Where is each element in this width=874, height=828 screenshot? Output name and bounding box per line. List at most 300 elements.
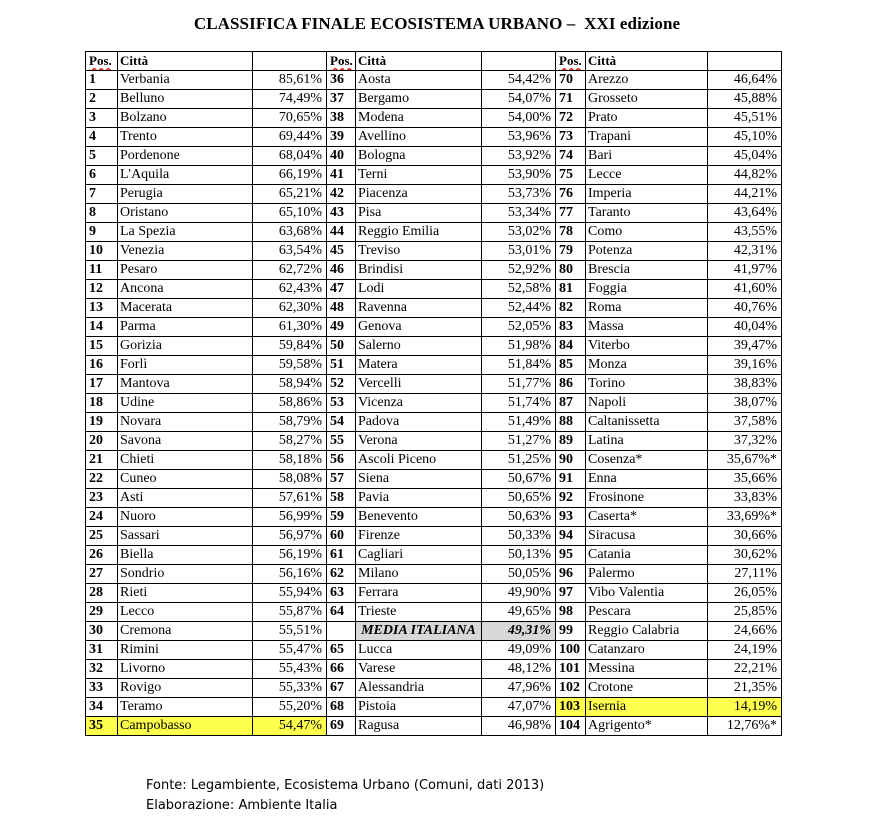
table-row [86, 546, 782, 565]
city-header: Città [586, 52, 708, 71]
city-name: Catanzaro [586, 641, 708, 660]
city-name: Macerata [118, 299, 253, 318]
score-value: 49,65% [482, 603, 556, 622]
rank-position: 51 [327, 356, 356, 375]
city-name: Enna [586, 470, 708, 489]
table-row [86, 185, 782, 204]
city-name: Rovigo [118, 679, 253, 698]
rank-position: 16 [86, 356, 118, 375]
score-value: 24,19% [708, 641, 782, 660]
score-value: 66,19% [253, 166, 327, 185]
rank-position: 14 [86, 318, 118, 337]
city-name: Alessandria [356, 679, 482, 698]
table-row [86, 660, 782, 679]
city-name: Palermo [586, 565, 708, 584]
table-row [86, 717, 782, 736]
city-name: Bolzano [118, 109, 253, 128]
rank-position: 52 [327, 375, 356, 394]
score-value: 65,21% [253, 185, 327, 204]
score-value: 12,76%* [708, 717, 782, 736]
score-value: 39,47% [708, 337, 782, 356]
rank-position: 23 [86, 489, 118, 508]
city-name: Potenza [586, 242, 708, 261]
score-value: 30,66% [708, 527, 782, 546]
score-value: 65,10% [253, 204, 327, 223]
city-name: Vercelli [356, 375, 482, 394]
rank-position: 57 [327, 470, 356, 489]
table-row [86, 128, 782, 147]
rank-position: 64 [327, 603, 356, 622]
city-name: Trapani [586, 128, 708, 147]
rank-position: 96 [556, 565, 586, 584]
score-value: 54,47% [253, 717, 327, 736]
city-name: Verona [356, 432, 482, 451]
rank-position: 63 [327, 584, 356, 603]
rank-position: 43 [327, 204, 356, 223]
score-value: 52,05% [482, 318, 556, 337]
table-row [86, 432, 782, 451]
city-name: Como [586, 223, 708, 242]
score-value: 55,94% [253, 584, 327, 603]
rank-position: 30 [86, 622, 118, 641]
rank-position: 101 [556, 660, 586, 679]
score-value: 58,08% [253, 470, 327, 489]
table-row [86, 242, 782, 261]
city-name: Vicenza [356, 394, 482, 413]
table-row [86, 679, 782, 698]
score-value: 37,58% [708, 413, 782, 432]
score-value: 51,74% [482, 394, 556, 413]
city-name: Novara [118, 413, 253, 432]
city-name: Matera [356, 356, 482, 375]
rank-position: 35 [86, 717, 118, 736]
score-value: 33,69%* [708, 508, 782, 527]
city-name: Ferrara [356, 584, 482, 603]
pos-header [86, 52, 118, 71]
city-name: Firenze [356, 527, 482, 546]
city-name: Arezzo [586, 71, 708, 90]
city-name: Mantova [118, 375, 253, 394]
score-value: 59,58% [253, 356, 327, 375]
table-row [86, 375, 782, 394]
rank-position: 94 [556, 527, 586, 546]
rank-position: 76 [556, 185, 586, 204]
score-value: 50,65% [482, 489, 556, 508]
rank-position: 9 [86, 223, 118, 242]
score-value: 45,10% [708, 128, 782, 147]
table-row [86, 166, 782, 185]
city-name: Padova [356, 413, 482, 432]
rank-position: 92 [556, 489, 586, 508]
city-name: Salerno [356, 337, 482, 356]
rank-position: 99 [556, 622, 586, 641]
score-value: 21,35% [708, 679, 782, 698]
value-header [708, 52, 782, 71]
rank-position: 84 [556, 337, 586, 356]
city-name: Pavia [356, 489, 482, 508]
rank-position: 20 [86, 432, 118, 451]
city-name: Trento [118, 128, 253, 147]
score-value: 53,01% [482, 242, 556, 261]
city-name: Pesaro [118, 261, 253, 280]
score-value: 44,82% [708, 166, 782, 185]
score-value: 35,67%* [708, 451, 782, 470]
score-value: 53,90% [482, 166, 556, 185]
score-value: 47,07% [482, 698, 556, 717]
score-value: 38,83% [708, 375, 782, 394]
city-name: Imperia [586, 185, 708, 204]
city-name: Vibo Valentia [586, 584, 708, 603]
table-row [86, 71, 782, 90]
score-value: 49,09% [482, 641, 556, 660]
rank-position: 79 [556, 242, 586, 261]
score-value: 74,49% [253, 90, 327, 109]
city-name: Torino [586, 375, 708, 394]
rank-position: 72 [556, 109, 586, 128]
score-value: 42,31% [708, 242, 782, 261]
table-row [86, 337, 782, 356]
rank-position: 85 [556, 356, 586, 375]
pos-header-label: Pos. [559, 53, 582, 68]
rank-position: 6 [86, 166, 118, 185]
elaboration-note: Elaborazione: Ambiente Italia [146, 798, 338, 813]
rank-position: 103 [556, 698, 586, 717]
rank-position: 102 [556, 679, 586, 698]
city-name: Isernia [586, 698, 708, 717]
city-name: Forlì [118, 356, 253, 375]
score-value: 58,94% [253, 375, 327, 394]
city-name: Ancona [118, 280, 253, 299]
rank-position: 56 [327, 451, 356, 470]
score-value: 40,04% [708, 318, 782, 337]
city-name: Udine [118, 394, 253, 413]
city-name: Chieti [118, 451, 253, 470]
header-row [86, 52, 782, 71]
score-value: 50,05% [482, 565, 556, 584]
rank-position: 2 [86, 90, 118, 109]
score-value: 62,30% [253, 299, 327, 318]
pos-header-label: Pos. [330, 53, 353, 68]
city-name: Brescia [586, 261, 708, 280]
page-title: CLASSIFICA FINALE ECOSISTEMA URBANO – XXI edizione [193, 14, 681, 33]
city-name: Milano [356, 565, 482, 584]
city-name: Sondrio [118, 565, 253, 584]
pos-header [327, 52, 356, 71]
score-value: 63,68% [253, 223, 327, 242]
city-name: Savona [118, 432, 253, 451]
city-name: Napoli [586, 394, 708, 413]
source-note: Fonte: Legambiente, Ecosistema Urbano (Comuni, dati 2013) [146, 778, 545, 793]
city-name: Biella [118, 546, 253, 565]
score-value: 49,90% [482, 584, 556, 603]
city-name: Bologna [356, 147, 482, 166]
score-value: 61,30% [253, 318, 327, 337]
table-row [86, 584, 782, 603]
score-value: 50,33% [482, 527, 556, 546]
score-value: 14,19% [708, 698, 782, 717]
score-value: 53,92% [482, 147, 556, 166]
city-name: Rieti [118, 584, 253, 603]
city-name: Aosta [356, 71, 482, 90]
rank-position: 19 [86, 413, 118, 432]
score-value: 56,99% [253, 508, 327, 527]
rank-position: 55 [327, 432, 356, 451]
media-empty [327, 622, 356, 641]
score-value: 44,21% [708, 185, 782, 204]
rank-position: 7 [86, 185, 118, 204]
table-row [86, 603, 782, 622]
score-value: 52,92% [482, 261, 556, 280]
table-row [86, 261, 782, 280]
score-value: 50,13% [482, 546, 556, 565]
city-name: Bari [586, 147, 708, 166]
score-value: 54,42% [482, 71, 556, 90]
city-name: Messina [586, 660, 708, 679]
score-value: 51,98% [482, 337, 556, 356]
city-name: Perugia [118, 185, 253, 204]
city-name: Ragusa [356, 717, 482, 736]
score-value: 35,66% [708, 470, 782, 489]
score-value: 52,58% [482, 280, 556, 299]
city-name: Caserta* [586, 508, 708, 527]
rank-position: 12 [86, 280, 118, 299]
city-name: Cosenza* [586, 451, 708, 470]
value-header [482, 52, 556, 71]
score-value: 62,43% [253, 280, 327, 299]
score-value: 55,33% [253, 679, 327, 698]
score-value: 63,54% [253, 242, 327, 261]
score-value: 40,76% [708, 299, 782, 318]
city-name: Latina [586, 432, 708, 451]
rank-position: 62 [327, 565, 356, 584]
city-name: Piacenza [356, 185, 482, 204]
score-value: 48,12% [482, 660, 556, 679]
city-name: Nuoro [118, 508, 253, 527]
rank-position: 74 [556, 147, 586, 166]
score-value: 68,04% [253, 147, 327, 166]
city-name: Ascoli Piceno [356, 451, 482, 470]
rank-position: 88 [556, 413, 586, 432]
rank-position: 87 [556, 394, 586, 413]
rank-position: 66 [327, 660, 356, 679]
rank-position: 15 [86, 337, 118, 356]
score-value: 43,64% [708, 204, 782, 223]
table-row [86, 641, 782, 660]
city-name: Pescara [586, 603, 708, 622]
score-value: 39,16% [708, 356, 782, 375]
score-value: 55,87% [253, 603, 327, 622]
table-row [86, 698, 782, 717]
table-row [86, 299, 782, 318]
city-name: Benevento [356, 508, 482, 527]
table-row [86, 394, 782, 413]
city-name: Ravenna [356, 299, 482, 318]
rank-position: 38 [327, 109, 356, 128]
score-value: 55,47% [253, 641, 327, 660]
rank-position: 5 [86, 147, 118, 166]
city-name: Pisa [356, 204, 482, 223]
rank-position: 8 [86, 204, 118, 223]
table-row [86, 622, 782, 641]
score-value: 54,07% [482, 90, 556, 109]
rank-position: 83 [556, 318, 586, 337]
city-name: Livorno [118, 660, 253, 679]
rank-position: 36 [327, 71, 356, 90]
table-row [86, 280, 782, 299]
score-value: 55,43% [253, 660, 327, 679]
value-header [253, 52, 327, 71]
city-name: Catania [586, 546, 708, 565]
rank-position: 81 [556, 280, 586, 299]
rank-position: 50 [327, 337, 356, 356]
table-row [86, 223, 782, 242]
rank-position: 13 [86, 299, 118, 318]
score-value: 58,79% [253, 413, 327, 432]
rank-position: 80 [556, 261, 586, 280]
score-value: 24,66% [708, 622, 782, 641]
score-value: 51,84% [482, 356, 556, 375]
city-name: Agrigento* [586, 717, 708, 736]
rank-position: 58 [327, 489, 356, 508]
score-value: 50,67% [482, 470, 556, 489]
pos-header-label: Pos. [89, 53, 112, 68]
rank-position: 17 [86, 375, 118, 394]
city-name: Grosseto [586, 90, 708, 109]
table-row [86, 508, 782, 527]
rank-position: 44 [327, 223, 356, 242]
score-value: 59,84% [253, 337, 327, 356]
rank-position: 26 [86, 546, 118, 565]
city-name: Teramo [118, 698, 253, 717]
rank-position: 93 [556, 508, 586, 527]
city-name: Monza [586, 356, 708, 375]
city-name: Varese [356, 660, 482, 679]
score-value: 41,60% [708, 280, 782, 299]
score-value: 52,44% [482, 299, 556, 318]
table-row [86, 413, 782, 432]
footer [146, 776, 544, 816]
score-value: 22,21% [708, 660, 782, 679]
rank-position: 104 [556, 717, 586, 736]
city-name: Lodi [356, 280, 482, 299]
city-name: Asti [118, 489, 253, 508]
rank-position: 75 [556, 166, 586, 185]
table-row [86, 470, 782, 489]
city-name: Avellino [356, 128, 482, 147]
score-value: 46,64% [708, 71, 782, 90]
score-value: 53,02% [482, 223, 556, 242]
score-value: 51,77% [482, 375, 556, 394]
city-header: Città [118, 52, 253, 71]
score-value: 85,61% [253, 71, 327, 90]
rank-position: 61 [327, 546, 356, 565]
rank-position: 24 [86, 508, 118, 527]
city-name: Verbania [118, 71, 253, 90]
city-name: Oristano [118, 204, 253, 223]
city-name: Reggio Calabria [586, 622, 708, 641]
score-value: 30,62% [708, 546, 782, 565]
city-name: Pordenone [118, 147, 253, 166]
rank-position: 39 [327, 128, 356, 147]
rank-position: 70 [556, 71, 586, 90]
city-header: Città [356, 52, 482, 71]
rank-position: 21 [86, 451, 118, 470]
city-name: Trieste [356, 603, 482, 622]
city-name: Viterbo [586, 337, 708, 356]
city-name: Crotone [586, 679, 708, 698]
rank-position: 18 [86, 394, 118, 413]
table-row [86, 318, 782, 337]
city-name: Genova [356, 318, 482, 337]
city-name: La Spezia [118, 223, 253, 242]
rank-position: 3 [86, 109, 118, 128]
score-value: 70,65% [253, 109, 327, 128]
table-row [86, 565, 782, 584]
city-name: Frosinone [586, 489, 708, 508]
rank-position: 78 [556, 223, 586, 242]
table-row [86, 204, 782, 223]
rank-position: 33 [86, 679, 118, 698]
city-name: Cagliari [356, 546, 482, 565]
score-value: 26,05% [708, 584, 782, 603]
rank-position: 69 [327, 717, 356, 736]
media-label: MEDIA ITALIANA [356, 622, 482, 641]
city-name: Belluno [118, 90, 253, 109]
score-value: 51,27% [482, 432, 556, 451]
rank-position: 22 [86, 470, 118, 489]
rank-position: 28 [86, 584, 118, 603]
score-value: 57,61% [253, 489, 327, 508]
rank-position: 31 [86, 641, 118, 660]
city-name: Modena [356, 109, 482, 128]
city-name: Lucca [356, 641, 482, 660]
table-row [86, 527, 782, 546]
city-name: Bergamo [356, 90, 482, 109]
score-value: 27,11% [708, 565, 782, 584]
city-name: Reggio Emilia [356, 223, 482, 242]
score-value: 56,16% [253, 565, 327, 584]
city-name: Cremona [118, 622, 253, 641]
city-name: Massa [586, 318, 708, 337]
rank-position: 98 [556, 603, 586, 622]
city-name: Gorizia [118, 337, 253, 356]
city-name: L'Aquila [118, 166, 253, 185]
city-name: Parma [118, 318, 253, 337]
score-value: 25,85% [708, 603, 782, 622]
rank-position: 40 [327, 147, 356, 166]
score-value: 55,51% [253, 622, 327, 641]
table-row [86, 451, 782, 470]
rank-position: 11 [86, 261, 118, 280]
city-name: Prato [586, 109, 708, 128]
table-row [86, 90, 782, 109]
score-value: 45,51% [708, 109, 782, 128]
score-value: 41,97% [708, 261, 782, 280]
city-name: Siena [356, 470, 482, 489]
score-value: 58,86% [253, 394, 327, 413]
rank-position: 25 [86, 527, 118, 546]
rank-position: 54 [327, 413, 356, 432]
city-name: Campobasso [118, 717, 253, 736]
rank-position: 53 [327, 394, 356, 413]
score-value: 37,32% [708, 432, 782, 451]
score-value: 50,63% [482, 508, 556, 527]
rank-position: 49 [327, 318, 356, 337]
rank-position: 42 [327, 185, 356, 204]
rank-position: 95 [556, 546, 586, 565]
rank-position: 29 [86, 603, 118, 622]
score-value: 43,55% [708, 223, 782, 242]
